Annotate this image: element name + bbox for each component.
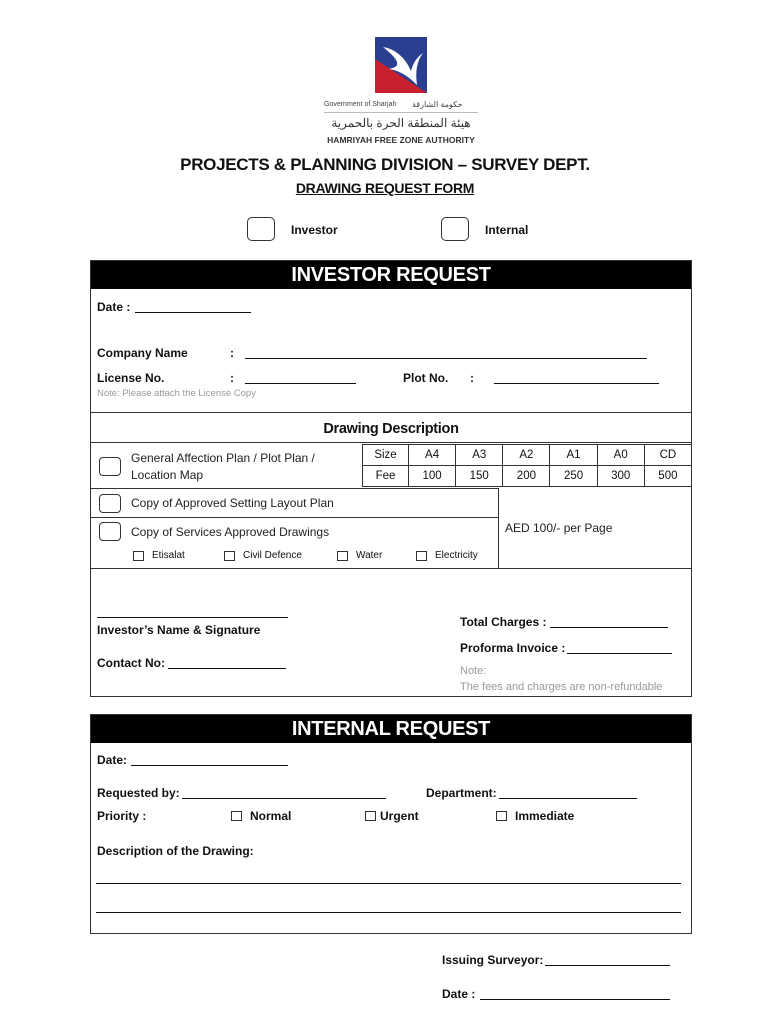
investor-request-heading: INVESTOR REQUEST [91, 261, 691, 289]
proforma-label: Proforma Invoice : [460, 641, 566, 655]
affection-plan-label-line2: Location Map [131, 468, 204, 482]
per-page-price: AED 100/- per Page [505, 521, 613, 535]
contact-label: Contact No: [97, 656, 165, 670]
internal-request-section [90, 714, 692, 934]
size-header-cell: Size [363, 445, 409, 466]
size-cell: CD [644, 445, 691, 466]
section-divider [90, 412, 692, 413]
item-divider [90, 517, 498, 518]
total-charges-field[interactable] [550, 627, 668, 628]
size-cell: A1 [550, 445, 597, 466]
form-subtitle: DRAWING REQUEST FORM [295, 180, 475, 196]
total-charges-label: Total Charges : [460, 615, 547, 629]
company-name-label: Company Name [97, 346, 188, 360]
page-title: PROJECTS & PLANNING DIVISION – SURVEY DEPT. [180, 155, 590, 174]
setting-layout-checkbox[interactable] [99, 494, 121, 513]
affection-plan-checkbox[interactable] [99, 457, 121, 476]
government-name-ar: حكومة الشارقة [412, 100, 463, 109]
license-note: Note: Please attach the License Copy [97, 388, 256, 399]
fee-cell: 200 [503, 466, 550, 487]
fee-table [362, 444, 692, 487]
fee-cell: 150 [456, 466, 503, 487]
priority-urgent-checkbox[interactable] [365, 811, 376, 821]
section-divider [90, 568, 692, 569]
non-refundable-note: The fees and charges are non-refundable [460, 681, 663, 693]
electricity-label: Electricity [435, 550, 478, 561]
fee-cell: 250 [550, 466, 597, 487]
civil-defence-label: Civil Defence [243, 550, 302, 561]
services-drawings-label: Copy of Services Approved Drawings [131, 525, 330, 539]
fee-header-cell: Fee [363, 466, 409, 487]
department-label: Department: [426, 786, 497, 800]
size-cell: A2 [503, 445, 550, 466]
size-row [363, 445, 692, 466]
company-name-colon: : [230, 346, 234, 360]
per-page-divider [498, 488, 499, 568]
electricity-checkbox[interactable] [416, 551, 427, 561]
internal-option-label: Internal [485, 223, 529, 237]
fees-note-label: Note: [460, 665, 487, 677]
description-line-1[interactable] [96, 883, 681, 884]
issuing-surveyor-field[interactable] [545, 965, 670, 966]
affection-plan-label-line1: General Affection Plan / Plot Plan / [131, 451, 315, 465]
drawing-description-heading: Drawing Description [323, 421, 459, 437]
proforma-field[interactable] [567, 653, 672, 654]
plot-field[interactable] [494, 383, 659, 384]
license-colon: : [230, 371, 234, 385]
footer-date-label: Date : [442, 987, 476, 1001]
internal-checkbox[interactable] [441, 217, 469, 241]
item-divider [90, 488, 498, 489]
drawing-description-divider [90, 442, 692, 443]
license-field[interactable] [245, 383, 356, 384]
internal-date-label: Date: [97, 753, 128, 767]
company-name-field[interactable] [245, 358, 647, 359]
etisalat-label: Etisalat [152, 550, 185, 561]
affection-plan-label [131, 450, 315, 484]
priority-normal-label: Normal [250, 809, 292, 823]
investor-option-label: Investor [291, 223, 338, 237]
fee-cell: 100 [409, 466, 456, 487]
investor-checkbox[interactable] [247, 217, 275, 241]
hamriyah-logo-icon [375, 37, 427, 93]
investor-date-field[interactable] [135, 312, 251, 313]
size-cell: A3 [456, 445, 503, 466]
size-cell: A0 [597, 445, 644, 466]
investor-date-label: Date : [97, 300, 131, 314]
authority-name-ar: هيئة المنطقة الحرة بالحمرية [331, 116, 471, 130]
setting-layout-label: Copy of Approved Setting Layout Plan [131, 496, 334, 510]
footer-date-field[interactable] [480, 999, 670, 1000]
department-field[interactable] [499, 798, 637, 799]
fee-cell: 300 [597, 466, 644, 487]
plot-colon: : [470, 371, 474, 385]
drawing-description-label: Description of the Drawing: [97, 844, 254, 858]
priority-urgent-label: Urgent [380, 809, 419, 823]
signature-field[interactable] [97, 617, 288, 618]
signature-label: Investor’s Name & Signature [97, 623, 261, 637]
priority-immediate-label: Immediate [515, 809, 575, 823]
internal-request-heading: INTERNAL REQUEST [91, 715, 691, 743]
services-drawings-checkbox[interactable] [99, 522, 121, 541]
plot-label: Plot No. [403, 371, 449, 385]
internal-date-field[interactable] [131, 765, 288, 766]
priority-normal-checkbox[interactable] [231, 811, 242, 821]
requested-by-label: Requested by: [97, 786, 180, 800]
civil-defence-checkbox[interactable] [224, 551, 235, 561]
authority-name-en: HAMRIYAH FREE ZONE AUTHORITY [327, 135, 475, 145]
fee-cell: 500 [644, 466, 691, 487]
description-line-2[interactable] [96, 912, 681, 913]
logo-divider [324, 112, 478, 113]
license-label: License No. [97, 371, 165, 385]
water-checkbox[interactable] [337, 551, 348, 561]
fee-row [363, 466, 692, 487]
priority-label: Priority : [97, 809, 147, 823]
issuing-surveyor-label: Issuing Surveyor: [442, 953, 544, 967]
priority-immediate-checkbox[interactable] [496, 811, 507, 821]
requested-by-field[interactable] [182, 798, 386, 799]
etisalat-checkbox[interactable] [133, 551, 144, 561]
government-name-en: Government of Sharjah [324, 101, 397, 108]
size-cell: A4 [409, 445, 456, 466]
water-label: Water [356, 550, 383, 561]
contact-field[interactable] [168, 668, 286, 669]
